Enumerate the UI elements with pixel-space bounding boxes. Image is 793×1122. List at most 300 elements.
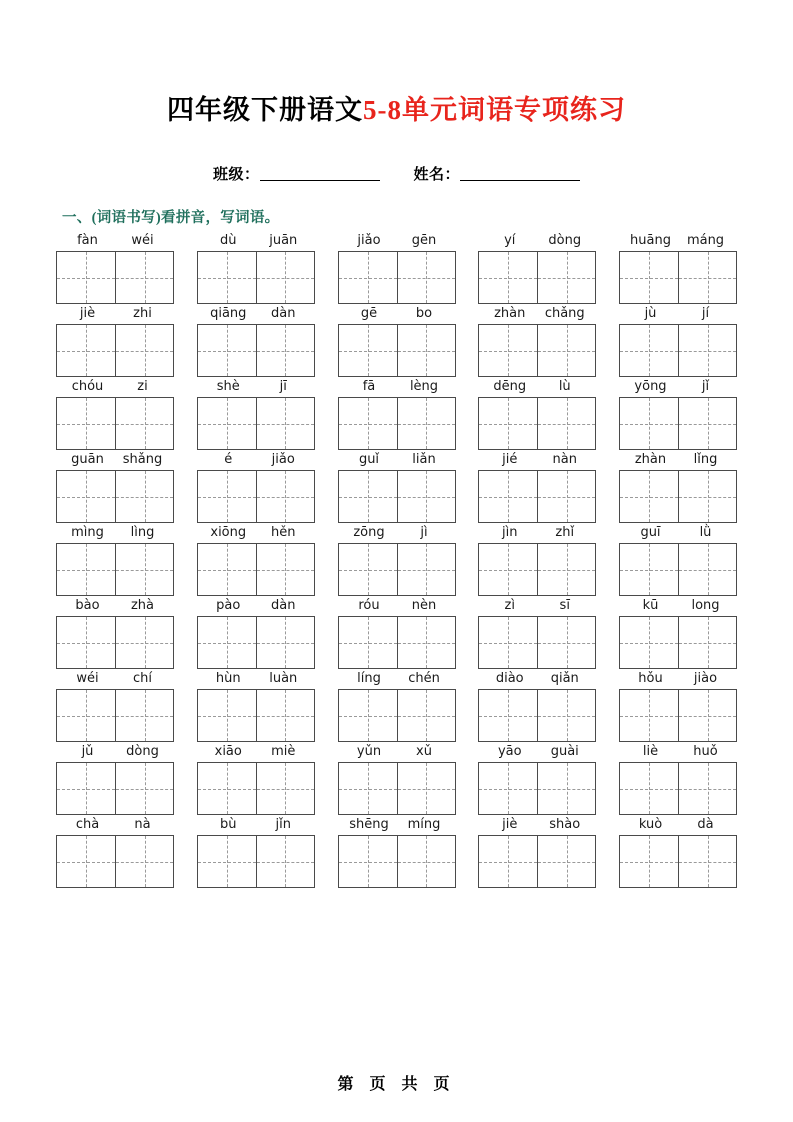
- tianzige-pair[interactable]: [56, 762, 174, 815]
- tianzige-box[interactable]: [479, 471, 537, 522]
- tianzige-box[interactable]: [198, 544, 256, 595]
- pinyin-syllable: guī: [640, 525, 661, 540]
- tianzige-box[interactable]: [620, 325, 678, 376]
- pinyin-syllable: liǎn: [412, 452, 436, 467]
- pinyin-syllable: nà: [134, 817, 151, 832]
- tianzige-pair[interactable]: [478, 543, 596, 596]
- page-title-red: 5-8单元词语专项练习: [363, 95, 626, 125]
- pinyin-syllable: jǐn: [275, 817, 291, 832]
- pinyin-syllable: róu: [358, 598, 380, 613]
- pinyin-label: [478, 450, 596, 470]
- pinyin-syllable: dà: [697, 817, 714, 832]
- pinyin-label: [338, 304, 456, 324]
- name-label: 姓名：: [413, 167, 461, 183]
- pinyin-syllable: luàn: [269, 671, 298, 686]
- tianzige-box[interactable]: [198, 836, 256, 887]
- pinyin-label: [197, 523, 315, 543]
- tianzige-box[interactable]: [256, 544, 314, 595]
- tianzige-box[interactable]: [115, 544, 173, 595]
- tianzige-pair[interactable]: [56, 835, 174, 888]
- tianzige-pair[interactable]: [478, 616, 596, 669]
- tianzige-box[interactable]: [256, 398, 314, 449]
- word-cell: [478, 523, 596, 596]
- pinyin-syllable: é: [224, 452, 233, 467]
- grid-row: [56, 669, 737, 742]
- grid-row: [56, 377, 737, 450]
- tianzige-pair[interactable]: [56, 470, 174, 523]
- tianzige-box[interactable]: [198, 252, 256, 303]
- grid-row: [56, 304, 737, 377]
- pinyin-label: [56, 231, 174, 251]
- tianzige-pair[interactable]: [197, 251, 315, 304]
- pinyin-label: [197, 450, 315, 470]
- tianzige-pair[interactable]: [197, 689, 315, 742]
- tianzige-box[interactable]: [678, 398, 736, 449]
- word-cell: [478, 669, 596, 742]
- tianzige-box[interactable]: [397, 836, 455, 887]
- class-label: 班级：: [212, 167, 260, 183]
- tianzige-box[interactable]: [339, 252, 397, 303]
- pinyin-syllable: guǐ: [358, 452, 380, 467]
- pinyin-syllable: chǎng: [544, 306, 585, 321]
- pinyin-syllable: dòng: [548, 233, 582, 248]
- tianzige-pair[interactable]: [56, 543, 174, 596]
- tianzige-pair[interactable]: [197, 616, 315, 669]
- word-cell: [56, 815, 174, 888]
- tianzige-pair[interactable]: [619, 762, 737, 815]
- pinyin-label: [56, 669, 174, 689]
- word-cell: [56, 450, 174, 523]
- pinyin-syllable: jǔ: [81, 744, 94, 759]
- word-cell: [619, 669, 737, 742]
- word-cell: [338, 523, 456, 596]
- word-cell: [338, 450, 456, 523]
- tianzige-pair[interactable]: [338, 397, 456, 450]
- tianzige-box[interactable]: [57, 763, 115, 814]
- tianzige-pair[interactable]: [197, 470, 315, 523]
- tianzige-box[interactable]: [620, 836, 678, 887]
- pinyin-syllable: shǎng: [122, 452, 163, 467]
- pinyin-syllable: long: [691, 598, 720, 613]
- pinyin-label: [56, 596, 174, 616]
- word-cell: [338, 304, 456, 377]
- tianzige-box[interactable]: [115, 617, 173, 668]
- pinyin-syllable: lìng: [130, 525, 155, 540]
- pinyin-syllable: zhàn: [494, 306, 526, 321]
- pinyin-syllable: liè: [642, 744, 659, 759]
- pinyin-label: [478, 377, 596, 397]
- pinyin-syllable: wéi: [131, 233, 154, 248]
- tianzige-pair[interactable]: [56, 397, 174, 450]
- tianzige-box[interactable]: [620, 252, 678, 303]
- tianzige-box[interactable]: [57, 471, 115, 522]
- pinyin-syllable: jiè: [79, 306, 96, 321]
- word-cell: [197, 742, 315, 815]
- tianzige-pair[interactable]: [338, 835, 456, 888]
- tianzige-box[interactable]: [198, 471, 256, 522]
- tianzige-box[interactable]: [57, 325, 115, 376]
- tianzige-pair[interactable]: [478, 835, 596, 888]
- pinyin-writing-grid: [56, 231, 737, 888]
- tianzige-box[interactable]: [339, 690, 397, 741]
- pinyin-syllable: lǐng: [693, 452, 718, 467]
- pinyin-syllable: xǔ: [416, 744, 432, 759]
- word-cell: [338, 669, 456, 742]
- tianzige-box[interactable]: [678, 690, 736, 741]
- tianzige-box[interactable]: [57, 252, 115, 303]
- tianzige-box[interactable]: [339, 836, 397, 887]
- tianzige-pair[interactable]: [619, 251, 737, 304]
- pinyin-syllable: guài: [550, 744, 579, 759]
- tianzige-box[interactable]: [397, 763, 455, 814]
- tianzige-box[interactable]: [198, 617, 256, 668]
- word-cell: [478, 742, 596, 815]
- word-cell: [197, 231, 315, 304]
- word-cell: [619, 596, 737, 669]
- pinyin-label: [619, 450, 737, 470]
- tianzige-box[interactable]: [537, 325, 595, 376]
- pinyin-label: [197, 815, 315, 835]
- tianzige-box[interactable]: [537, 471, 595, 522]
- name-input-line[interactable]: [460, 166, 580, 181]
- tianzige-box[interactable]: [678, 544, 736, 595]
- tianzige-box[interactable]: [397, 544, 455, 595]
- pinyin-syllable: xiōng: [210, 525, 247, 540]
- pinyin-syllable: yāo: [497, 744, 522, 759]
- tianzige-box[interactable]: [57, 398, 115, 449]
- tianzige-pair[interactable]: [478, 470, 596, 523]
- tianzige-box[interactable]: [115, 763, 173, 814]
- pinyin-syllable: jī: [279, 379, 287, 394]
- tianzige-pair[interactable]: [619, 470, 737, 523]
- tianzige-pair[interactable]: [197, 762, 315, 815]
- pinyin-syllable: nàn: [552, 452, 577, 467]
- tianzige-box[interactable]: [537, 544, 595, 595]
- tianzige-box[interactable]: [256, 690, 314, 741]
- pinyin-label: [619, 304, 737, 324]
- tianzige-box[interactable]: [57, 836, 115, 887]
- pinyin-label: [197, 304, 315, 324]
- pinyin-syllable: zhà: [130, 598, 155, 613]
- tianzige-pair[interactable]: [478, 397, 596, 450]
- word-cell: [478, 450, 596, 523]
- pinyin-label: [197, 669, 315, 689]
- tianzige-box[interactable]: [339, 763, 397, 814]
- tianzige-pair[interactable]: [56, 689, 174, 742]
- pinyin-syllable: jù: [644, 306, 657, 321]
- tianzige-box[interactable]: [256, 252, 314, 303]
- pinyin-syllable: qiāng: [210, 306, 247, 321]
- tianzige-pair[interactable]: [197, 324, 315, 377]
- tianzige-box[interactable]: [198, 398, 256, 449]
- tianzige-box[interactable]: [678, 836, 736, 887]
- pinyin-syllable: shào: [549, 817, 581, 832]
- pinyin-syllable: yōng: [634, 379, 667, 394]
- tianzige-box[interactable]: [537, 398, 595, 449]
- tianzige-box[interactable]: [678, 617, 736, 668]
- pinyin-syllable: hùn: [215, 671, 241, 686]
- tianzige-pair[interactable]: [338, 470, 456, 523]
- pinyin-syllable: fàn: [77, 233, 98, 248]
- pinyin-label: [197, 231, 315, 251]
- tianzige-pair[interactable]: [56, 324, 174, 377]
- grid-row: [56, 523, 737, 596]
- tianzige-box[interactable]: [479, 252, 537, 303]
- pinyin-syllable: chí: [133, 671, 152, 686]
- word-cell: [619, 815, 737, 888]
- tianzige-box[interactable]: [339, 471, 397, 522]
- word-cell: [56, 377, 174, 450]
- pinyin-syllable: jiè: [502, 817, 518, 832]
- pinyin-syllable: zi: [137, 379, 148, 394]
- tianzige-box[interactable]: [256, 471, 314, 522]
- tianzige-pair[interactable]: [478, 689, 596, 742]
- pinyin-label: [478, 596, 596, 616]
- tianzige-box[interactable]: [537, 252, 595, 303]
- pinyin-syllable: zōng: [353, 525, 385, 540]
- pinyin-syllable: gē: [360, 306, 378, 321]
- pinyin-label: [338, 377, 456, 397]
- tianzige-box[interactable]: [397, 690, 455, 741]
- tianzige-box[interactable]: [115, 252, 173, 303]
- word-cell: [619, 304, 737, 377]
- pinyin-syllable: yǔn: [356, 744, 382, 759]
- pinyin-syllable: gēn: [411, 233, 437, 248]
- pinyin-label: [56, 523, 174, 543]
- tianzige-pair[interactable]: [338, 762, 456, 815]
- grid-row: [56, 450, 737, 523]
- word-cell: [338, 815, 456, 888]
- pinyin-syllable: kū: [642, 598, 659, 613]
- pinyin-label: [478, 815, 596, 835]
- tianzige-pair[interactable]: [197, 397, 315, 450]
- tianzige-box[interactable]: [537, 690, 595, 741]
- pinyin-syllable: pào: [216, 598, 241, 613]
- word-cell: [478, 377, 596, 450]
- word-cell: [338, 596, 456, 669]
- pinyin-syllable: jì: [420, 525, 428, 540]
- tianzige-box[interactable]: [397, 252, 455, 303]
- tianzige-pair[interactable]: [478, 324, 596, 377]
- tianzige-pair[interactable]: [619, 324, 737, 377]
- tianzige-pair[interactable]: [619, 616, 737, 669]
- tianzige-box[interactable]: [620, 617, 678, 668]
- tianzige-pair[interactable]: [338, 689, 456, 742]
- tianzige-pair[interactable]: [56, 251, 174, 304]
- tianzige-box[interactable]: [115, 325, 173, 376]
- pinyin-label: [56, 304, 174, 324]
- pinyin-syllable: jiǎo: [271, 452, 295, 467]
- tianzige-pair[interactable]: [338, 324, 456, 377]
- tianzige-box[interactable]: [678, 763, 736, 814]
- tianzige-box[interactable]: [256, 325, 314, 376]
- pinyin-label: [338, 742, 456, 762]
- pinyin-syllable: zhàn: [634, 452, 667, 467]
- pinyin-syllable: bù: [220, 817, 237, 832]
- tianzige-pair[interactable]: [197, 543, 315, 596]
- tianzige-box[interactable]: [57, 544, 115, 595]
- tianzige-box[interactable]: [678, 471, 736, 522]
- tianzige-box[interactable]: [620, 544, 678, 595]
- tianzige-box[interactable]: [339, 544, 397, 595]
- word-cell: [56, 523, 174, 596]
- word-cell: [338, 742, 456, 815]
- tianzige-box[interactable]: [537, 617, 595, 668]
- pinyin-label: [338, 669, 456, 689]
- pinyin-label: [478, 742, 596, 762]
- pinyin-label: [478, 523, 596, 543]
- word-cell: [197, 304, 315, 377]
- tianzige-box[interactable]: [479, 544, 537, 595]
- tianzige-box[interactable]: [198, 690, 256, 741]
- tianzige-box[interactable]: [620, 690, 678, 741]
- tianzige-box[interactable]: [397, 325, 455, 376]
- word-cell: [478, 815, 596, 888]
- tianzige-pair[interactable]: [619, 543, 737, 596]
- tianzige-box[interactable]: [620, 763, 678, 814]
- pinyin-syllable: yí: [504, 233, 516, 248]
- tianzige-pair[interactable]: [619, 397, 737, 450]
- pinyin-syllable: bo: [415, 306, 433, 321]
- tianzige-pair[interactable]: [619, 689, 737, 742]
- word-cell: [197, 523, 315, 596]
- tianzige-box[interactable]: [537, 836, 595, 887]
- tianzige-box[interactable]: [57, 690, 115, 741]
- pinyin-label: [56, 450, 174, 470]
- tianzige-box[interactable]: [620, 398, 678, 449]
- word-cell: [478, 304, 596, 377]
- pinyin-label: [619, 742, 737, 762]
- pinyin-label: [478, 669, 596, 689]
- pinyin-syllable: sī: [559, 598, 570, 613]
- tianzige-box[interactable]: [479, 690, 537, 741]
- pinyin-syllable: jìn: [502, 525, 518, 540]
- word-cell: [197, 377, 315, 450]
- pinyin-syllable: míng: [407, 817, 441, 832]
- pinyin-label: [619, 523, 737, 543]
- word-cell: [619, 523, 737, 596]
- tianzige-box[interactable]: [479, 763, 537, 814]
- tianzige-box[interactable]: [198, 763, 256, 814]
- pinyin-syllable: chà: [75, 817, 100, 832]
- student-info-line: [56, 163, 737, 184]
- class-input-line[interactable]: [260, 166, 380, 181]
- tianzige-pair[interactable]: [478, 251, 596, 304]
- pinyin-label: [619, 231, 737, 251]
- pinyin-label: [338, 450, 456, 470]
- pinyin-syllable: dù: [220, 233, 237, 248]
- pinyin-syllable: chóu: [71, 379, 104, 394]
- tianzige-pair[interactable]: [338, 251, 456, 304]
- tianzige-box[interactable]: [256, 763, 314, 814]
- pinyin-syllable: chén: [408, 671, 440, 686]
- pinyin-syllable: diào: [495, 671, 524, 686]
- tianzige-pair[interactable]: [56, 616, 174, 669]
- page-title-black: 四年级下册语文: [167, 95, 363, 125]
- tianzige-box[interactable]: [479, 325, 537, 376]
- section-1-heading: 一、(词语书写)看拼音，写词语。: [62, 210, 280, 226]
- pinyin-label: [197, 742, 315, 762]
- pinyin-syllable: zhi: [133, 306, 152, 321]
- pinyin-label: [338, 231, 456, 251]
- pinyin-syllable: huǒ: [693, 744, 718, 759]
- pinyin-syllable: máng: [686, 233, 725, 248]
- tianzige-box[interactable]: [115, 471, 173, 522]
- word-cell: [338, 377, 456, 450]
- word-cell: [197, 815, 315, 888]
- pinyin-syllable: jié: [502, 452, 518, 467]
- pinyin-label: [619, 596, 737, 616]
- tianzige-pair[interactable]: [619, 835, 737, 888]
- pinyin-syllable: xiāo: [214, 744, 242, 759]
- tianzige-box[interactable]: [339, 398, 397, 449]
- tianzige-box[interactable]: [339, 617, 397, 668]
- tianzige-box[interactable]: [115, 398, 173, 449]
- tianzige-box[interactable]: [339, 325, 397, 376]
- tianzige-pair[interactable]: [478, 762, 596, 815]
- tianzige-box[interactable]: [479, 617, 537, 668]
- pinyin-syllable: dēng: [493, 379, 527, 394]
- tianzige-box[interactable]: [57, 617, 115, 668]
- tianzige-box[interactable]: [537, 763, 595, 814]
- tianzige-box[interactable]: [678, 252, 736, 303]
- tianzige-box[interactable]: [397, 617, 455, 668]
- tianzige-box[interactable]: [115, 690, 173, 741]
- tianzige-pair[interactable]: [338, 543, 456, 596]
- pinyin-syllable: guān: [71, 452, 104, 467]
- word-cell: [619, 231, 737, 304]
- pinyin-syllable: jǐ: [701, 379, 710, 394]
- word-cell: [197, 450, 315, 523]
- pinyin-syllable: qiǎn: [550, 671, 579, 686]
- word-cell: [619, 377, 737, 450]
- tianzige-box[interactable]: [479, 836, 537, 887]
- pinyin-syllable: lù: [558, 379, 571, 394]
- tianzige-box[interactable]: [115, 836, 173, 887]
- word-cell: [197, 596, 315, 669]
- pinyin-syllable: shēng: [349, 817, 389, 832]
- pinyin-label: [56, 815, 174, 835]
- tianzige-box[interactable]: [256, 836, 314, 887]
- tianzige-box[interactable]: [479, 398, 537, 449]
- tianzige-box[interactable]: [620, 471, 678, 522]
- pinyin-label: [619, 377, 737, 397]
- word-cell: [478, 231, 596, 304]
- pinyin-label: [338, 815, 456, 835]
- tianzige-pair[interactable]: [338, 616, 456, 669]
- tianzige-box[interactable]: [256, 617, 314, 668]
- grid-row: [56, 815, 737, 888]
- pinyin-syllable: jiǎo: [357, 233, 381, 248]
- word-cell: [619, 450, 737, 523]
- tianzige-box[interactable]: [678, 325, 736, 376]
- pinyin-label: [197, 377, 315, 397]
- grid-row: [56, 596, 737, 669]
- pinyin-syllable: juān: [269, 233, 298, 248]
- tianzige-box[interactable]: [397, 471, 455, 522]
- tianzige-pair[interactable]: [197, 835, 315, 888]
- pinyin-syllable: hěn: [271, 525, 296, 540]
- page-title: [56, 88, 737, 127]
- pinyin-syllable: nèn: [411, 598, 437, 613]
- tianzige-box[interactable]: [198, 325, 256, 376]
- pinyin-syllable: zì: [504, 598, 515, 613]
- pinyin-label: [197, 596, 315, 616]
- pinyin-syllable: dàn: [271, 306, 296, 321]
- tianzige-box[interactable]: [397, 398, 455, 449]
- pinyin-syllable: zhǐ: [555, 525, 575, 540]
- page-footer: 第 页 共 页: [337, 1076, 456, 1093]
